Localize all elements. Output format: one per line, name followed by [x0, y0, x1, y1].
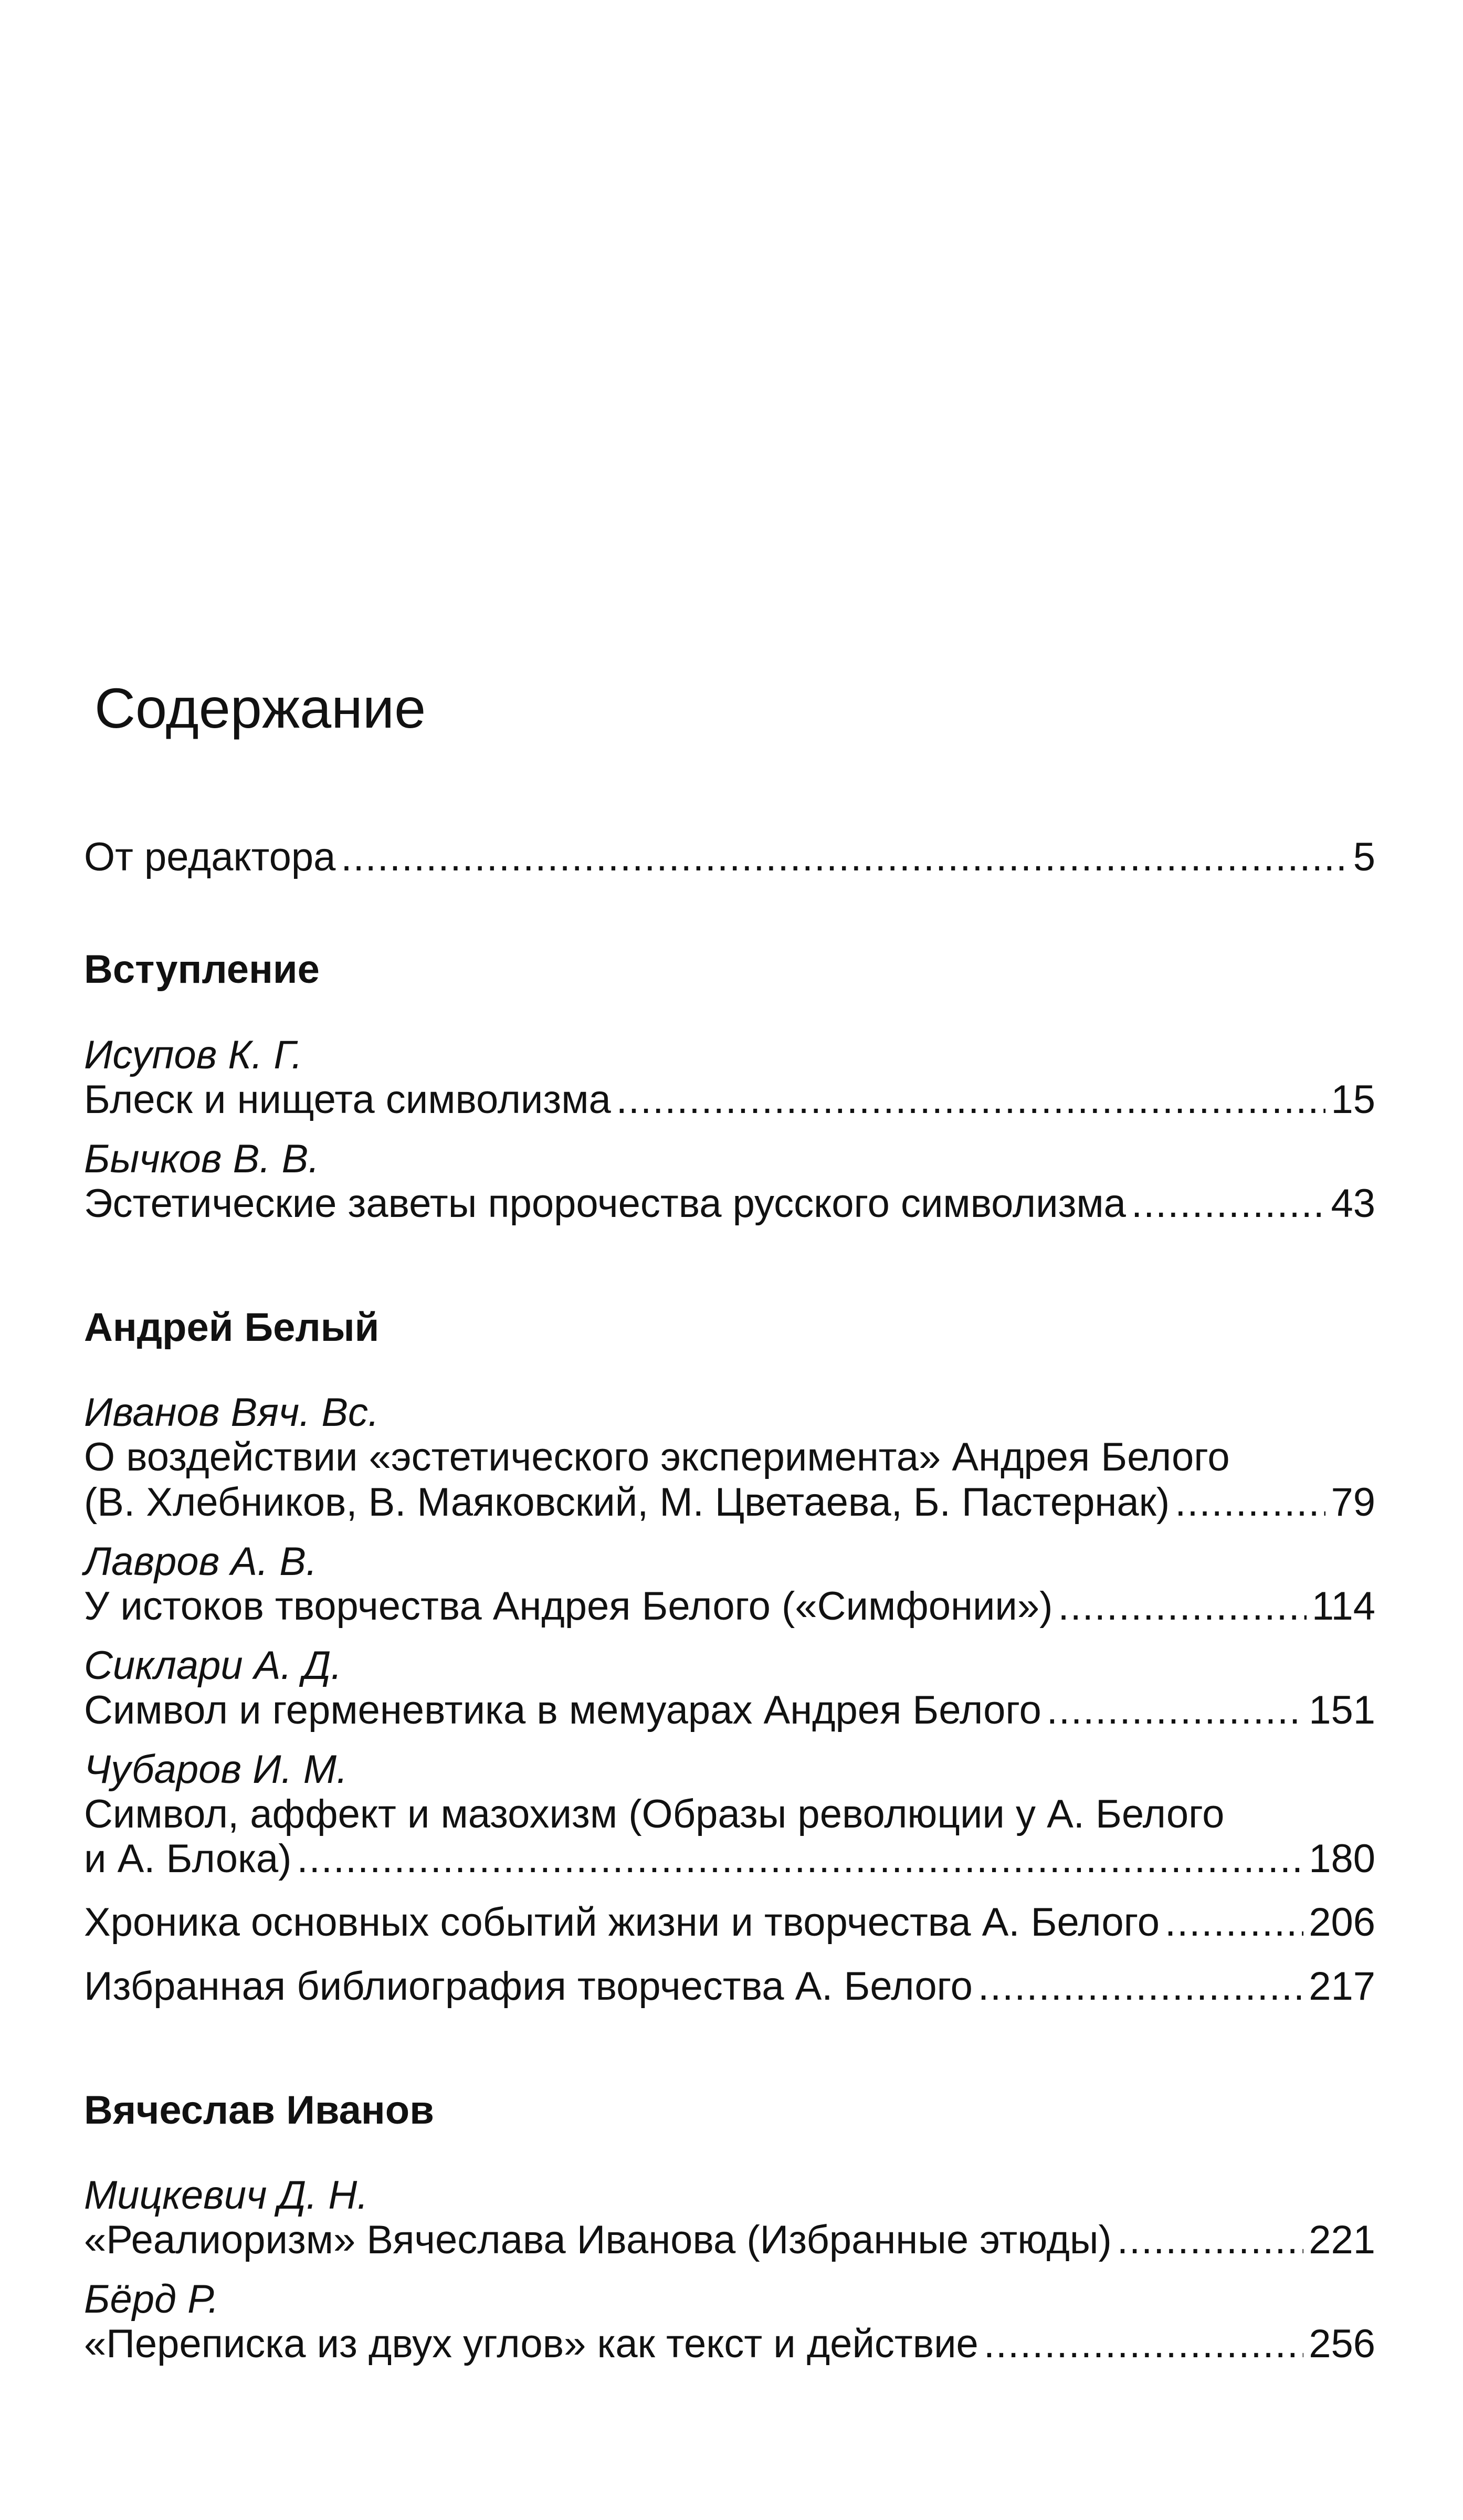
- toc-item[interactable]: [84, 1390, 1375, 1524]
- toc-item[interactable]: [84, 1643, 1375, 1732]
- dot-leader: [1058, 1584, 1306, 1629]
- entry-title-line: Символ, аффект и мазохизм (Образы революции у А. Белого: [84, 1792, 1225, 1837]
- entry-author: Чубаров И. М.: [84, 1747, 348, 1792]
- page-title: Содержание: [94, 676, 426, 740]
- entry-title-line: О воздействии «эстетического эксперимента» Андрея Белого: [84, 1435, 1230, 1480]
- entry-page: 221: [1309, 2218, 1375, 2263]
- entry-title: «Переписка из двух углов» как текст и действие: [84, 2322, 978, 2367]
- entry-title: Хроника основных событий жизни и творчества А. Белого: [84, 1900, 1160, 1945]
- entry-page: 256: [1309, 2322, 1375, 2367]
- section-heading: Вступление: [84, 947, 320, 992]
- entry-page: 5: [1353, 835, 1375, 879]
- entry-author: Мицкевич Д. Н.: [84, 2173, 369, 2218]
- entry-page: 114: [1311, 1583, 1375, 1629]
- dot-leader: [297, 1836, 1303, 1881]
- entry-author: Исупов К. Г.: [84, 1032, 303, 1077]
- toc-item[interactable]: [84, 1033, 1375, 1122]
- toc-item[interactable]: [84, 1900, 1375, 1945]
- toc-item[interactable]: [84, 2173, 1375, 2262]
- entry-author: Лавров А. В.: [84, 1539, 318, 1584]
- toc-item[interactable]: [84, 1137, 1375, 1226]
- entry-author: Сиклари А. Д.: [84, 1643, 342, 1688]
- dot-leader: [616, 1077, 1326, 1122]
- entry-page: 206: [1309, 1900, 1375, 1945]
- section-heading: Вячеслав Иванов: [84, 2087, 434, 2133]
- entry-title: Избранная библиография творчества А. Белого: [84, 1964, 973, 2009]
- dot-leader: [1047, 1688, 1303, 1732]
- entry-title: От редактора: [84, 835, 336, 879]
- entry-author: Бычков В. В.: [84, 1136, 320, 1181]
- entry-title: «Реалиоризм» Вячеслава Иванова (Избранные этюды): [84, 2218, 1112, 2263]
- toc-section-vyacheslav-ivanov: [84, 2087, 1375, 2367]
- dot-leader: [984, 2322, 1303, 2366]
- entry-page: 15: [1331, 1077, 1375, 1122]
- dot-leader: [1165, 1900, 1303, 1945]
- dot-leader: [1117, 2218, 1303, 2262]
- toc-entry-editor[interactable]: [84, 835, 1375, 879]
- entry-page: 217: [1309, 1964, 1375, 2009]
- entry-author: Бёрд Р.: [84, 2277, 219, 2322]
- entry-title: и А. Блока): [84, 1836, 292, 1882]
- entry-page: 151: [1309, 1687, 1375, 1732]
- entry-title: (В. Хлебников, В. Маяковский, М. Цветаева, Б. Пастернак): [84, 1479, 1170, 1525]
- toc-section-andrei-bely: [84, 1305, 1375, 2009]
- dot-leader: [1131, 1181, 1326, 1226]
- entry-title: Символ и герменевтика в мемуарах Андрея Белого: [84, 1687, 1041, 1732]
- entry-page: 43: [1331, 1181, 1375, 1226]
- dot-leader: [1175, 1480, 1325, 1525]
- entry-title: Блеск и нищета символизма: [84, 1077, 611, 1122]
- table-of-contents: [84, 835, 1375, 2366]
- toc-item[interactable]: [84, 1964, 1375, 2009]
- entry-title: Эстетические заветы пророчества русского символизма: [84, 1181, 1126, 1226]
- section-heading: Андрей Белый: [84, 1305, 380, 1350]
- toc-item[interactable]: [84, 1747, 1375, 1881]
- entry-page: 180: [1309, 1836, 1375, 1882]
- toc-section-introduction: [84, 947, 1375, 1226]
- entry-author: Иванов Вяч. Вс.: [84, 1390, 380, 1435]
- dot-leader: [978, 1964, 1303, 2009]
- entry-title: У истоков творчества Андрея Белого («Симфонии»): [84, 1583, 1053, 1629]
- dot-leader: [341, 835, 1348, 879]
- entry-page: 79: [1331, 1479, 1375, 1525]
- toc-item[interactable]: [84, 2277, 1375, 2366]
- toc-item[interactable]: [84, 1539, 1375, 1629]
